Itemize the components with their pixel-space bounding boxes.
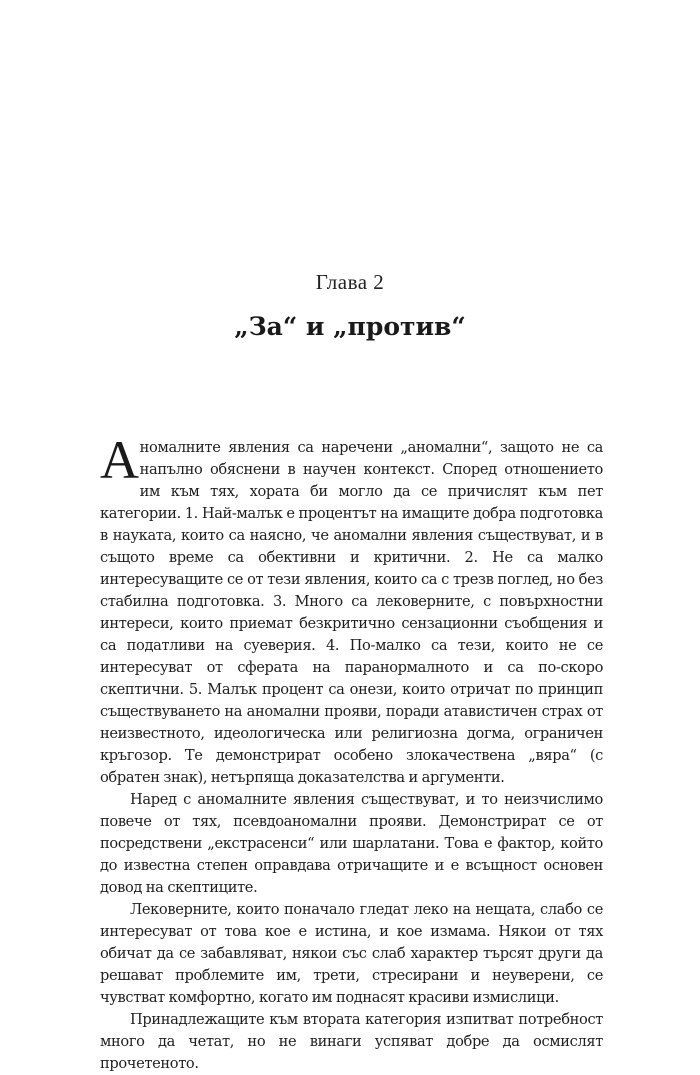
body-text [100,430,603,1075]
chapter-label: Глава 2 [315,270,385,294]
chapter-title: „За“ и „против“ [234,312,466,341]
paragraph-4: Принадлежащите към втората категория изпитват потребност много да четат, но не винаги успяват добре да осмислят прочетеното. [100,1011,603,1072]
paragraph-3: Лековерните, които поначало гледат леко на нещата, слабо се интересуват от това кое е истина, и кое измама. Някои от тях обичат да се забавляват, някои със слаб характер търсят други да решават проблемите им, трети, стресирани и неуверени, се чувстват комфортно, когато им поднасят красиви измислици. [100,901,603,1006]
paragraph-1 [100,430,603,789]
paragraph-1-text: номалните явления са наречени „аномални“, защото не са напълно обяснени в научен контекст. Според отношението им към тях, хората би могло да се причислят към пет категории. 1. Най-малък е процентът на имащите добра подготовка в науката, които са наясно, че аномални явления съществуват, и в същото време са обективни и критични. 2. Не са малко интересуващите се от тези явления, които са с трезв поглед, но без стабилна подготовка. 3. Много са лековерните, с повърхностни интереси, които приемат безкритично сензационни съобщения и са податливи на суеверия. 4. По-малко са тези, които не се интересуват от сферата на паранормалното и са по-скоро скептични. 5. Малък процент са онези, които отричат по принцип съществуването на аномални прояви, поради атавистичен страх от неизвестното, идеологическа или религиозна догма, ограничен кръгозор. Те демонстрират особено злокачествена „вяра“ (с обратен знак), нетърпяща доказателства и аргументи. [100,439,603,786]
paragraph-2: Наред с аномалните явления съществуват, и то неизчислимо повече от тях, псевдоаномални прояви. Демонстрират се от посредствени „екстрасенси“ или шарлатани. Това е фактор, който до известна степен оправдава отричащите и е всъщност основен довод на скептиците. [100,791,603,896]
drop-cap: А [100,430,139,490]
